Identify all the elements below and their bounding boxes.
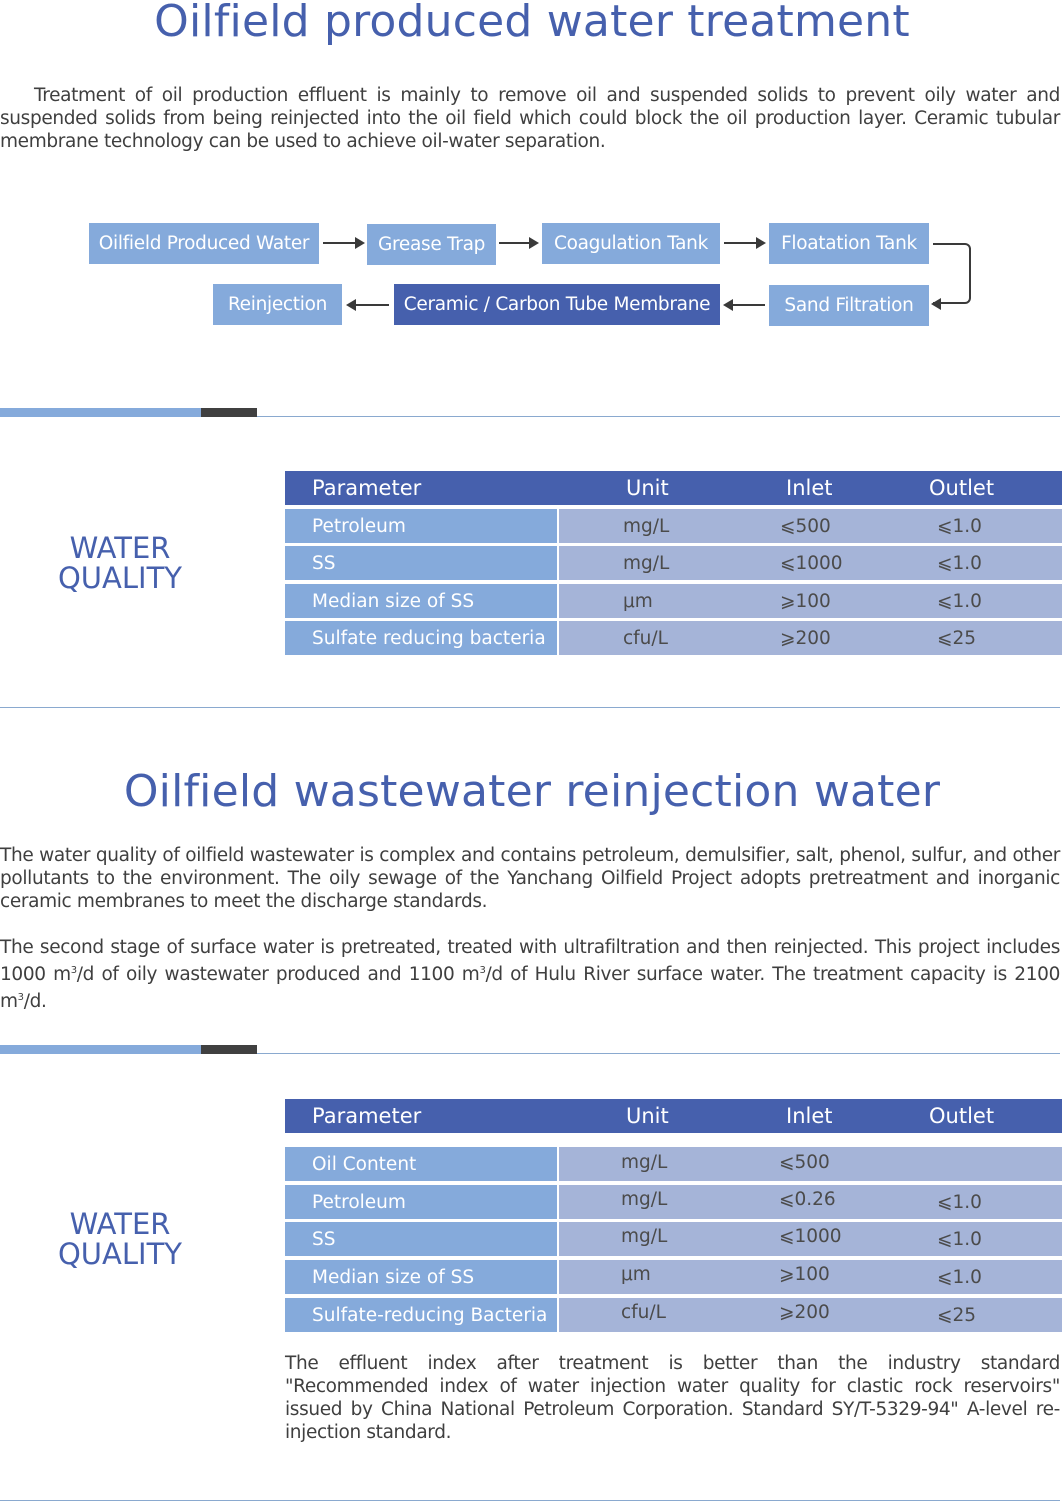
table-row: Median size of SS μm ⩾100 ⩽1.0 [285,584,1062,618]
table-header: Parameter Unit Inlet Outlet [285,1099,1062,1133]
section2-paragraph-2: The second stage of surface water is pretreated, treated with ultrafiltration and then reinjected. This project includes 1000 $m^3/d$ of oily wastewater produced and 1100 $m^3/d$ of Hulu River surface water. The treatment capacity is 2100 $m^3/d$. [0,937,1060,1013]
section-separator [0,707,1060,708]
flow-step-grease-trap: Grease Trap [367,224,496,265]
table-row: Petroleum mg/L ⩽0.26 ⩽1.0 [285,1185,1062,1219]
flow-step-produced-water: Oilfield Produced Water [89,223,319,264]
table-header: Parameter Unit Inlet Outlet [285,471,1062,505]
flow-arrow-left-icon [348,304,389,306]
flow-connector-icon [933,243,971,304]
table-row: Sulfate reducing bacteria cfu/L ⩾200 ⩽25 [285,621,1062,655]
flow-arrow-right-icon [724,242,764,244]
water-quality-label: WATER QUALITY [57,1207,183,1271]
table-row: SS mg/L ⩽1000 ⩽1.0 [285,1222,1062,1256]
section-separator [0,1500,1060,1501]
table-row: Sulfate-reducing Bacteria cfu/L ⩾200 ⩽25 [285,1298,1062,1332]
flow-step-coagulation-tank: Coagulation Tank [542,223,720,264]
section2-paragraph-1: The water quality of oilfield wastewater is complex and contains petroleum, demulsifier, salt, phenol, sulfur, and other pollutants to the environment. The oily sewage of the Yanchang Oilfield Project adopts pretreatment and inorganic ceramic membranes to meet the discharge standards. [0,845,1060,912]
section1-title: Oilfield produced water treatment [154,0,910,47]
water-quality-table-1 [285,471,1062,661]
water-quality-label: WATER QUALITY [57,531,183,595]
flow-arrow-right-icon [323,242,363,244]
section2-note: The effluent index after treatment is better than the industry standard "Recommended index of water injection water quality for clastic rock reservoirs" issued by China National Petroleum Corporation. Standard SY/T-5329-94" A-level re-injection standard. [285,1353,1060,1443]
flow-step-ceramic-membrane: Ceramic / Carbon Tube Membrane [394,284,720,325]
section2-title: Oilfield wastewater reinjection water [123,766,941,817]
section-divider [0,1045,1064,1057]
flow-arrowhead-icon [931,298,941,310]
flow-arrow-right-icon [499,242,537,244]
table-row: Petroleum mg/L ⩽500 ⩽1.0 [285,509,1062,543]
flow-step-reinjection: Reinjection [213,284,342,325]
table-row: SS mg/L ⩽1000 ⩽1.0 [285,546,1062,580]
table-row: Median size of SS μm ⩾100 ⩽1.0 [285,1260,1062,1294]
flow-step-sand-filtration: Sand Filtration [769,285,929,326]
table-row: Oil Content mg/L ⩽500 [285,1147,1062,1181]
flow-step-floatation-tank: Floatation Tank [769,223,929,264]
water-quality-table-2 [285,1099,1062,1339]
flow-arrow-left-icon [725,304,765,306]
section-divider [0,408,1064,420]
section1-intro: Treatment of oil production effluent is mainly to remove oil and suspended solids to prevent oily water and suspended solids from being reinjected into the oil field which could block the oil production layer. Ceramic tubular membrane technology can be used to achieve oil-water separation. [0,85,1060,152]
